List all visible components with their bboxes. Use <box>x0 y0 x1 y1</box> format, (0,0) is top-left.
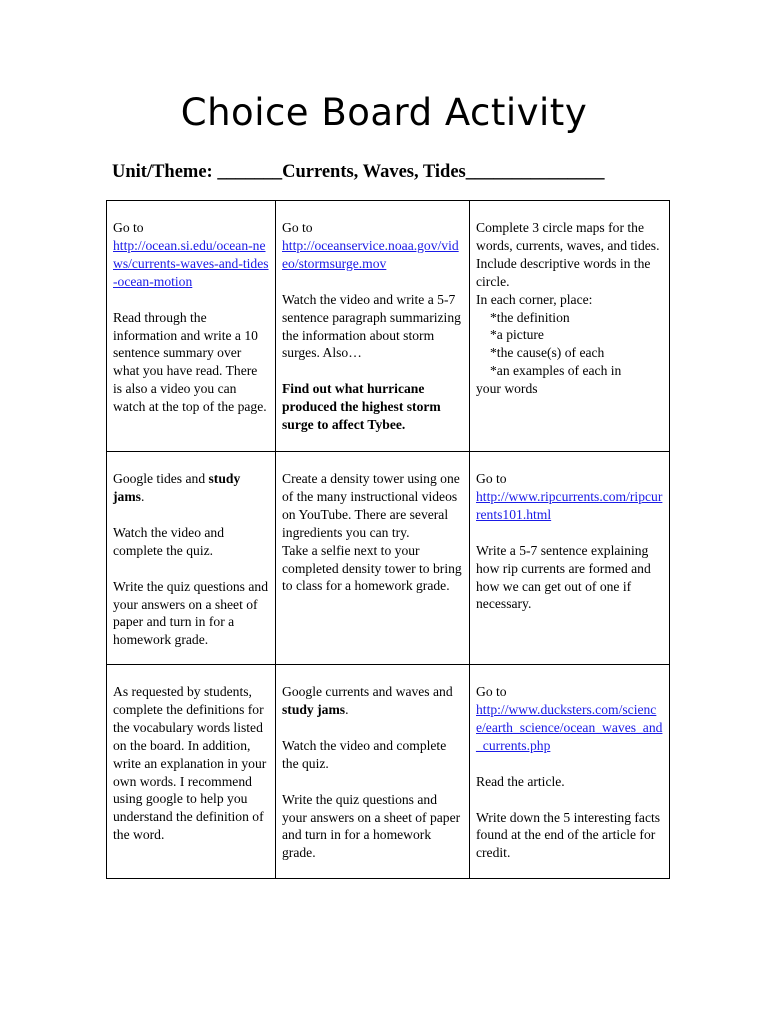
watch-quiz-text: Watch the video and complete the quiz. <box>282 737 447 771</box>
bullet-picture: *a picture <box>490 327 544 343</box>
cell-ducksters-article <box>470 665 670 879</box>
cell-tides-study-jams <box>107 452 276 665</box>
go-to-label: Go to <box>113 220 144 235</box>
board-row-3 <box>107 665 670 879</box>
cell-density-tower <box>276 452 470 665</box>
study-jams-bold: study jams <box>282 701 346 717</box>
cell-storm-surge-video <box>276 201 470 452</box>
intro-text: Google tides and <box>113 471 209 486</box>
page-title: Choice Board Activity <box>180 91 588 134</box>
watch-quiz-text: Watch the video and complete the quiz. <box>113 524 225 558</box>
bullet-examples: *an examples of each in <box>490 363 622 379</box>
circle-maps-line-4: your words <box>476 381 538 397</box>
bullet-cause: *the cause(s) of each <box>490 345 605 361</box>
go-to-label: Go to <box>476 684 507 699</box>
circle-maps-line-3: In each corner, place: <box>476 291 593 307</box>
board-row-1 <box>107 201 670 452</box>
circle-maps-line-1: Complete 3 circle maps for the words, currents, waves, and tides. <box>476 220 660 253</box>
circle-maps-line-2: Include descriptive words in the circle. <box>476 255 651 289</box>
cell-rip-currents <box>470 452 670 665</box>
ducksters-link[interactable]: http://www.ducksters.com/science/earth_science/ocean_waves_and_currents.php <box>476 701 663 753</box>
choice-board-table <box>106 200 670 879</box>
quiz-homework-text: Write the quiz questions and your answers on a sheet of paper and turn in for a homework grade. <box>113 578 268 648</box>
currents-waves-intro <box>282 683 463 719</box>
hurricane-question <box>282 380 463 434</box>
hurricane-question-bold: Find out what hurricane produced the highest storm surge to affect Tybee. <box>282 381 441 433</box>
cell-circle-maps <box>470 201 670 452</box>
facts-instructions: Write down the 5 interesting facts found at the end of the article for credit. <box>476 809 661 861</box>
ripcurrents-link[interactable]: http://www.ripcurrents.com/ripcurrents101.html <box>476 488 663 522</box>
summary-instructions: Read through the information and write a 10 sentence summary over what you have read. There is also a video you can watch at the top of the page. <box>113 309 267 415</box>
noaa-video-link[interactable]: http://oceanservice.noaa.gov/video/stormsurge.mov <box>282 237 459 271</box>
board-row-2 <box>107 452 670 665</box>
go-to-label: Go to <box>282 220 313 235</box>
vocabulary-instructions: As requested by students, complete the definitions for the vocabulary words listed on the board. In addition, write an explanation in your own words. I recommend using google to help you understand the definition of the word. <box>113 684 267 843</box>
cell-ocean-si-summary <box>107 201 276 452</box>
tides-study-jams-intro <box>113 470 269 506</box>
intro-period: . <box>140 488 145 504</box>
storm-surge-instructions: Watch the video and write a 5-7 sentence paragraph summarizing the information about storm surges. Also… <box>282 291 461 361</box>
ocean-si-link[interactable]: http://ocean.si.edu/ocean-news/currents-waves-and-tides-ocean-motion <box>113 237 269 289</box>
quiz-homework-text: Write the quiz questions and your answers on a sheet of paper and turn in for a homework grade. <box>282 791 461 861</box>
intro-text: Google currents and waves and <box>282 684 453 699</box>
selfie-text: Take a selfie next to your completed density tower to bring to class for a homework grade. <box>282 542 462 594</box>
rip-currents-instructions: Write a 5-7 sentence explaining how rip currents are formed and how we can get out of one if necessary. <box>476 542 651 612</box>
read-article-text: Read the article. <box>476 773 565 789</box>
intro-period: . <box>345 701 349 717</box>
go-to-label: Go to <box>476 471 507 486</box>
cell-currents-waves-study-jams <box>276 665 470 879</box>
density-tower-text: Create a density tower using one of the many instructional videos on YouTube. There are several ingredients you can try. <box>282 471 460 540</box>
cell-vocabulary-definitions <box>107 665 276 879</box>
study-jams-bold: study jams <box>113 471 241 504</box>
bullet-definition: *the definition <box>490 309 570 325</box>
unit-theme-line: Unit/Theme: _______Currents, Waves, Tides_______________ <box>112 162 605 182</box>
